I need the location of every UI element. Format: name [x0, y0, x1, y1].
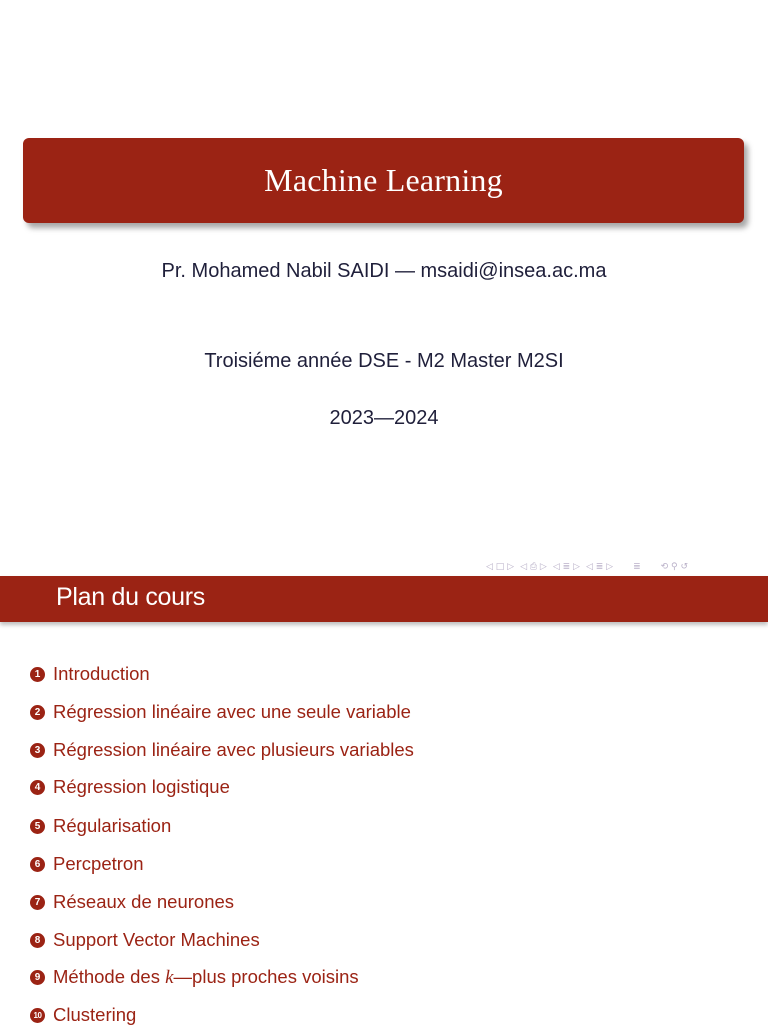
item-number-badge: 7 [30, 895, 45, 910]
nav-part-icon[interactable]: ◁ ≣ ▷ [585, 562, 614, 572]
toc-item-knn[interactable] [30, 965, 359, 989]
item-number-badge: 9 [30, 970, 45, 985]
toc-item-label: Introduction [53, 663, 150, 684]
nav-frame-icon[interactable]: ◁ □ ▷ [486, 562, 515, 572]
toc-item-neural-networks[interactable] [30, 890, 234, 914]
academic-year: 2023—2024 [329, 407, 439, 429]
nav-subsection-icon[interactable]: ◁ ⎙ ▷ [520, 562, 547, 572]
toc-item-clustering[interactable] [30, 1003, 136, 1027]
frame-title: Plan du cours [56, 583, 205, 611]
item-number-badge: 5 [30, 819, 45, 834]
item-number-badge: 4 [30, 780, 45, 795]
toc-item-label: Régularisation [53, 815, 172, 836]
toc-item-logistic-regression[interactable] [30, 775, 230, 799]
nav-toc-icon[interactable]: ≣ [633, 562, 641, 572]
label-suffix: —plus proches voisins [173, 965, 359, 987]
toc-item-label: Régression logistique [53, 776, 230, 797]
toc-item-label: Support Vector Machines [53, 929, 260, 950]
presentation-title: Machine Learning [264, 162, 503, 198]
toc-item-svm[interactable] [30, 928, 260, 952]
toc-item-introduction[interactable] [30, 662, 150, 686]
toc-item-label [53, 966, 359, 989]
title-banner [23, 138, 744, 223]
toc-item-regularization[interactable] [30, 814, 171, 838]
program-line: Troisiéme année DSE - M2 Master M2SI [204, 350, 564, 372]
toc-item-label: Clustering [53, 1004, 137, 1025]
item-number-badge: 10 [30, 1008, 45, 1023]
item-number-badge: 6 [30, 857, 45, 872]
nav-section-icon[interactable]: ◁ ≣ ▷ [552, 562, 580, 572]
item-number-badge: 1 [30, 667, 45, 682]
math-variable-k: k [165, 966, 174, 988]
toc-item-label: Régression linéaire avec une seule variable [53, 701, 411, 722]
toc-item-label: Réseaux de neurones [53, 891, 235, 912]
item-number-badge: 8 [30, 933, 45, 948]
toc-item-linear-regression-single[interactable] [30, 700, 411, 724]
nav-search-icon[interactable]: ⟲ ⚲ ↺ [660, 562, 689, 572]
toc-item-label: Percpetron [53, 853, 144, 874]
beamer-navigation-bar [486, 561, 688, 573]
toc-item-perceptron[interactable] [30, 852, 144, 876]
item-number-badge: 3 [30, 743, 45, 758]
table-of-contents [0, 576, 768, 1024]
item-number-badge: 2 [30, 705, 45, 720]
toc-item-label: Régression linéaire avec plusieurs variables [53, 739, 414, 760]
label-prefix: Méthode des [53, 965, 166, 987]
author-line: Pr. Mohamed Nabil SAIDI — msaidi@insea.ac.ma [161, 260, 607, 282]
outline-slide [0, 576, 768, 1024]
toc-item-linear-regression-multiple[interactable] [30, 738, 414, 762]
